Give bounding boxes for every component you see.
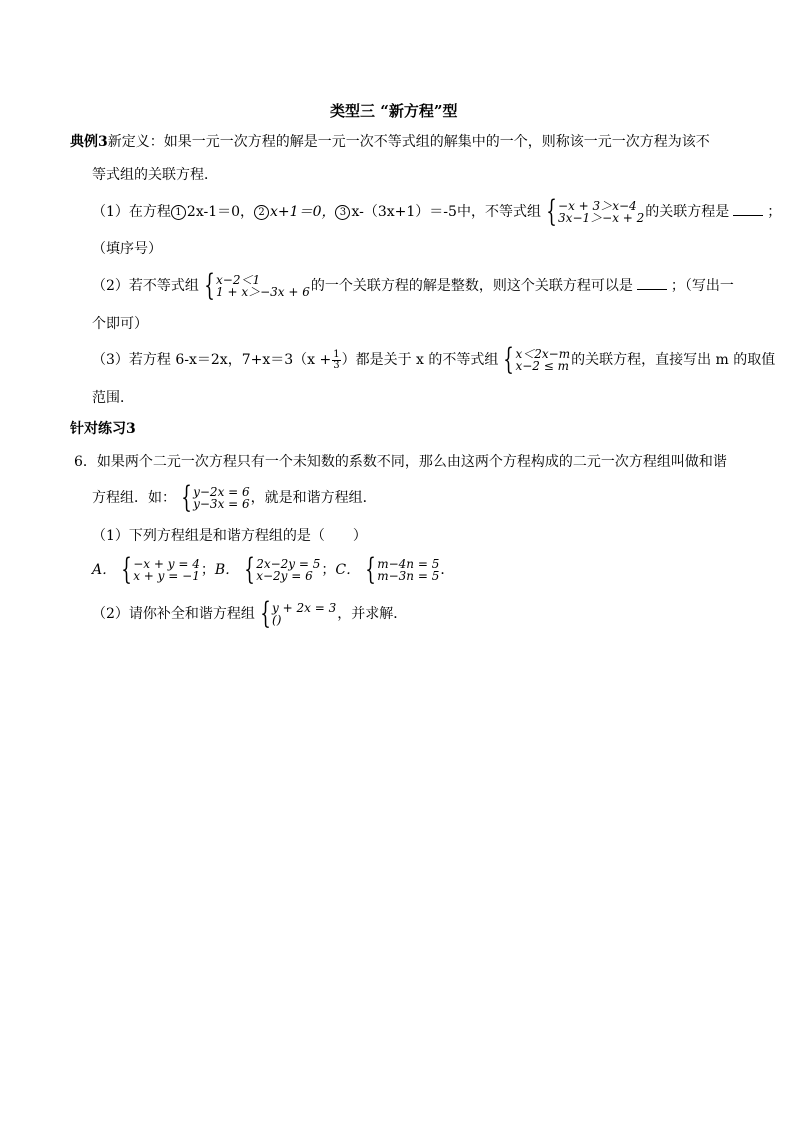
practice-heading: 针对练习3 bbox=[70, 421, 136, 437]
incomplete-system: { y + 2x = 3 () bbox=[260, 596, 337, 631]
option-c-system[interactable]: { m−4n = 5 m−3n = 5 bbox=[365, 552, 440, 587]
question-1: （1）在方程 1 2x-1＝0， 2 x+1＝0， 3 x-（3x+1）＝-5中，不等式组 { −x + 3＞x−4 3x−1＞−x + 2 的关联方程是 ； bbox=[92, 194, 782, 229]
sub-question-1: （1）下列方程组是和谐方程组的是（ ） bbox=[92, 528, 367, 544]
question-1-line-2: （填序号） bbox=[92, 241, 162, 257]
question-3-line-2: 范围． bbox=[92, 390, 134, 406]
fraction-one-third: $\frac{1}{3}$ bbox=[333, 348, 340, 371]
option-b-label: B． bbox=[214, 562, 240, 578]
option-a-label: A． bbox=[92, 562, 117, 578]
question-2-line-2: 个即可） bbox=[92, 316, 148, 332]
example-harmonious-system: { y−2x = 6 y−3x = 6 bbox=[181, 480, 250, 515]
question-2: （2）若不等式组 { x−2＜1 1 + x＞−3x + 6 的一个关联方程的解是整数，则这个关联方程可以是 ；（写出一 bbox=[92, 268, 734, 303]
equation-3: x-（3x+1）＝-5中，不等式组 bbox=[351, 204, 541, 220]
example-line-1 bbox=[70, 133, 710, 151]
circled-number-3: 3 bbox=[335, 205, 350, 220]
answer-blank-1[interactable] bbox=[733, 203, 763, 216]
sub-question-2: （2）请你补全和谐方程组 { y + 2x = 3 () ，并求解． bbox=[92, 596, 408, 631]
question-6-line-1: 6．如果两个二元一次方程只有一个未知数的系数不同，那么由这两个方程构成的二元一次方程组叫做和谐 bbox=[74, 454, 727, 470]
option-c-label: C． bbox=[335, 562, 361, 578]
option-a-system[interactable]: { −x + y = 4 x + y = −1 bbox=[121, 552, 200, 587]
example-definition: 新定义：如果一元一次方程的解是一元一次不等式组的解集中的一个，则称该一元一次方程为该不 bbox=[107, 134, 710, 150]
question-3: （3）若方程 6-x＝2x，7+x＝3（x + $\frac{1}{3}$ ）都是关于 x 的不等式组 { x＜2x−m x−2 ≤ m 的关联方程，直接写出 m 的取值 bbox=[92, 342, 776, 377]
options-row: A． { −x + y = 4 x + y = −1 ；B． { 2x−2y = 5 x−2y = 6 ；C． { m−4n = 5 m−3n = 5 ． bbox=[92, 552, 455, 587]
question-6-line-2: 方程组．如： { y−2x = 6 y−3x = 6 ，就是和谐方程组． bbox=[92, 480, 377, 515]
equation-1: 2x-1＝0， bbox=[186, 204, 255, 220]
section-title: 类型三 “新方程”型 bbox=[330, 102, 458, 120]
inequality-system-3: { x＜2x−m x−2 ≤ m bbox=[503, 342, 571, 377]
equation-2: x+1＝0， bbox=[270, 204, 336, 220]
answer-blank-2[interactable] bbox=[637, 277, 667, 290]
circled-number-1: 1 bbox=[171, 205, 186, 220]
option-b-system[interactable]: { 2x−2y = 5 x−2y = 6 bbox=[244, 552, 321, 587]
inequality-system-2: { x−2＜1 1 + x＞−3x + 6 bbox=[204, 268, 310, 303]
example-label: 典例3 bbox=[70, 134, 108, 150]
inequality-system-1: { −x + 3＞x−4 3x−1＞−x + 2 bbox=[546, 194, 645, 229]
circled-number-2: 2 bbox=[254, 205, 269, 220]
example-line-2: 等式组的关联方程． bbox=[92, 167, 218, 183]
